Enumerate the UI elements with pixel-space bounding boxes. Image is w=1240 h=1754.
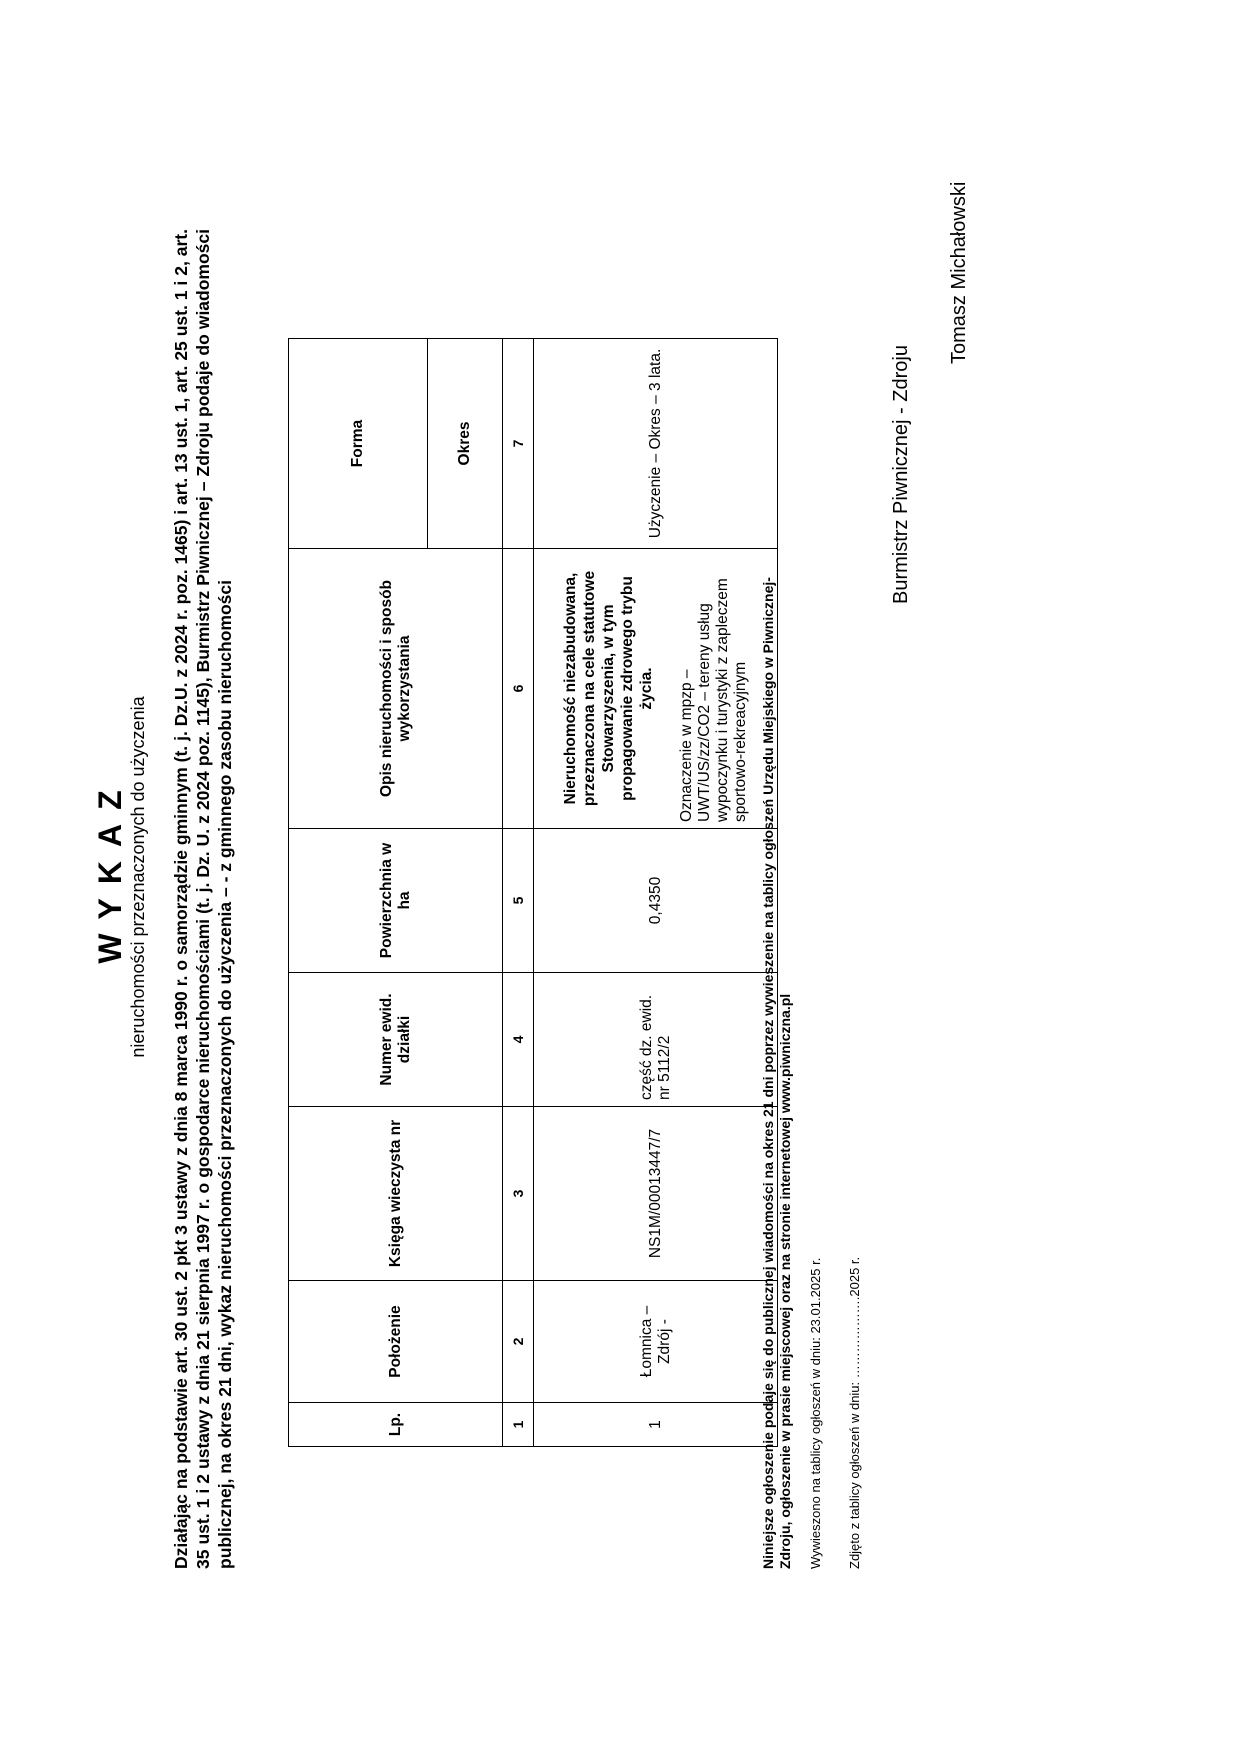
cell-ksiega: NS1M/00013447/7 (534, 1107, 778, 1281)
table-header-row (289, 339, 428, 1447)
header-numer: Numer ewid. działki (289, 973, 503, 1107)
header-forma: Forma (289, 339, 428, 549)
description-zoning: Oznaczenie w mpzp – UWT/US/zz/CO2 – tereny usług wypoczynku i turystyki z zapleczem sportowo-rekreacyjnym (678, 578, 749, 822)
column-number-row (503, 339, 534, 1447)
table-row (534, 339, 778, 1447)
header-powierzchnia: Powierzchnia w ha (289, 829, 503, 973)
cell-polozenie: Łomnica – Zdrój - (534, 1281, 778, 1403)
property-table (288, 338, 778, 1447)
column-number: 4 (503, 973, 534, 1107)
cell-numer: część dz. ewid. nr 5112/2 (534, 973, 778, 1107)
header-opis: Opis nieruchomości i sposób wykorzystania (289, 549, 503, 829)
header-polozenie: Położenie (289, 1281, 503, 1403)
cell-powierzchnia: 0,4350 (534, 829, 778, 973)
column-number: 7 (503, 339, 534, 549)
header-okres: Okres (428, 339, 503, 549)
description-main: Nieruchomość niezabudowana, przeznaczona na cele statutowe Stowarzyszenia, w tym propagowanie zdrowego trybu życia. (562, 570, 655, 807)
header-ksiega: Księga wieczysta nr (289, 1107, 503, 1281)
document-subtitle: nieruchomości przeznaczonych do użyczenia (128, 696, 148, 1058)
column-number: 2 (503, 1281, 534, 1403)
column-number: 6 (503, 549, 534, 829)
cell-lp: 1 (534, 1403, 778, 1447)
publication-notice: Niniejsze ogłoszenie podaje się do publicznej wiadomości na okres 21 dni poprzez wywieszenie na tablicy ogłoszeń Urzędu Miejskiego w Piwnicznej-Zdroju, ogłoszenie w prasie miejscowej oraz na stronie internetowej www.piwniczna.pl (760, 577, 793, 1569)
header-lp: Lp. (289, 1403, 503, 1447)
posted-date: Wywieszono na tablicy ogłoszeń w dniu: 23.01.2025 r. (808, 1257, 823, 1569)
column-number: 1 (503, 1403, 534, 1447)
column-number: 5 (503, 829, 534, 973)
column-number: 3 (503, 1107, 534, 1281)
removed-date: Zdjęto z tablicy ogłoszeń w dniu: ……………….2025 r. (847, 1256, 862, 1569)
signature-name: Tomasz Michałowski (948, 181, 970, 364)
document-title: WYKAZ (92, 776, 128, 964)
cell-opis (534, 549, 778, 829)
legal-basis-paragraph: Działając na podstawie art. 30 ust. 2 pkt 3 ustawy z dnia 8 marca 1990 r. o samorządzie gminnym (t. j. Dz.U. z 2024 r. poz. 1465) i art. 13 ust. 1, art. 25 ust. 1 i 2, art. 35 ust. 1 i 2 ustawy z dnia 21 sierpnia 1997 r. o gospodarce nieruchomościami (t. j. Dz. U. z 2024 poz. 1145), Burmistrz Piwnicznej – Zdroju podaje do wiadomości publicznej, na okres 21 dni, wykaz nieruchomości przeznaczonych do użyczenia – - z gminnego zasobu nieruchomości (171, 229, 235, 1569)
cell-forma-okres: Użyczenie – Okres – 3 lata. (534, 339, 778, 549)
signature-office: Burmistrz Piwnicznej - Zdroju (890, 345, 912, 604)
